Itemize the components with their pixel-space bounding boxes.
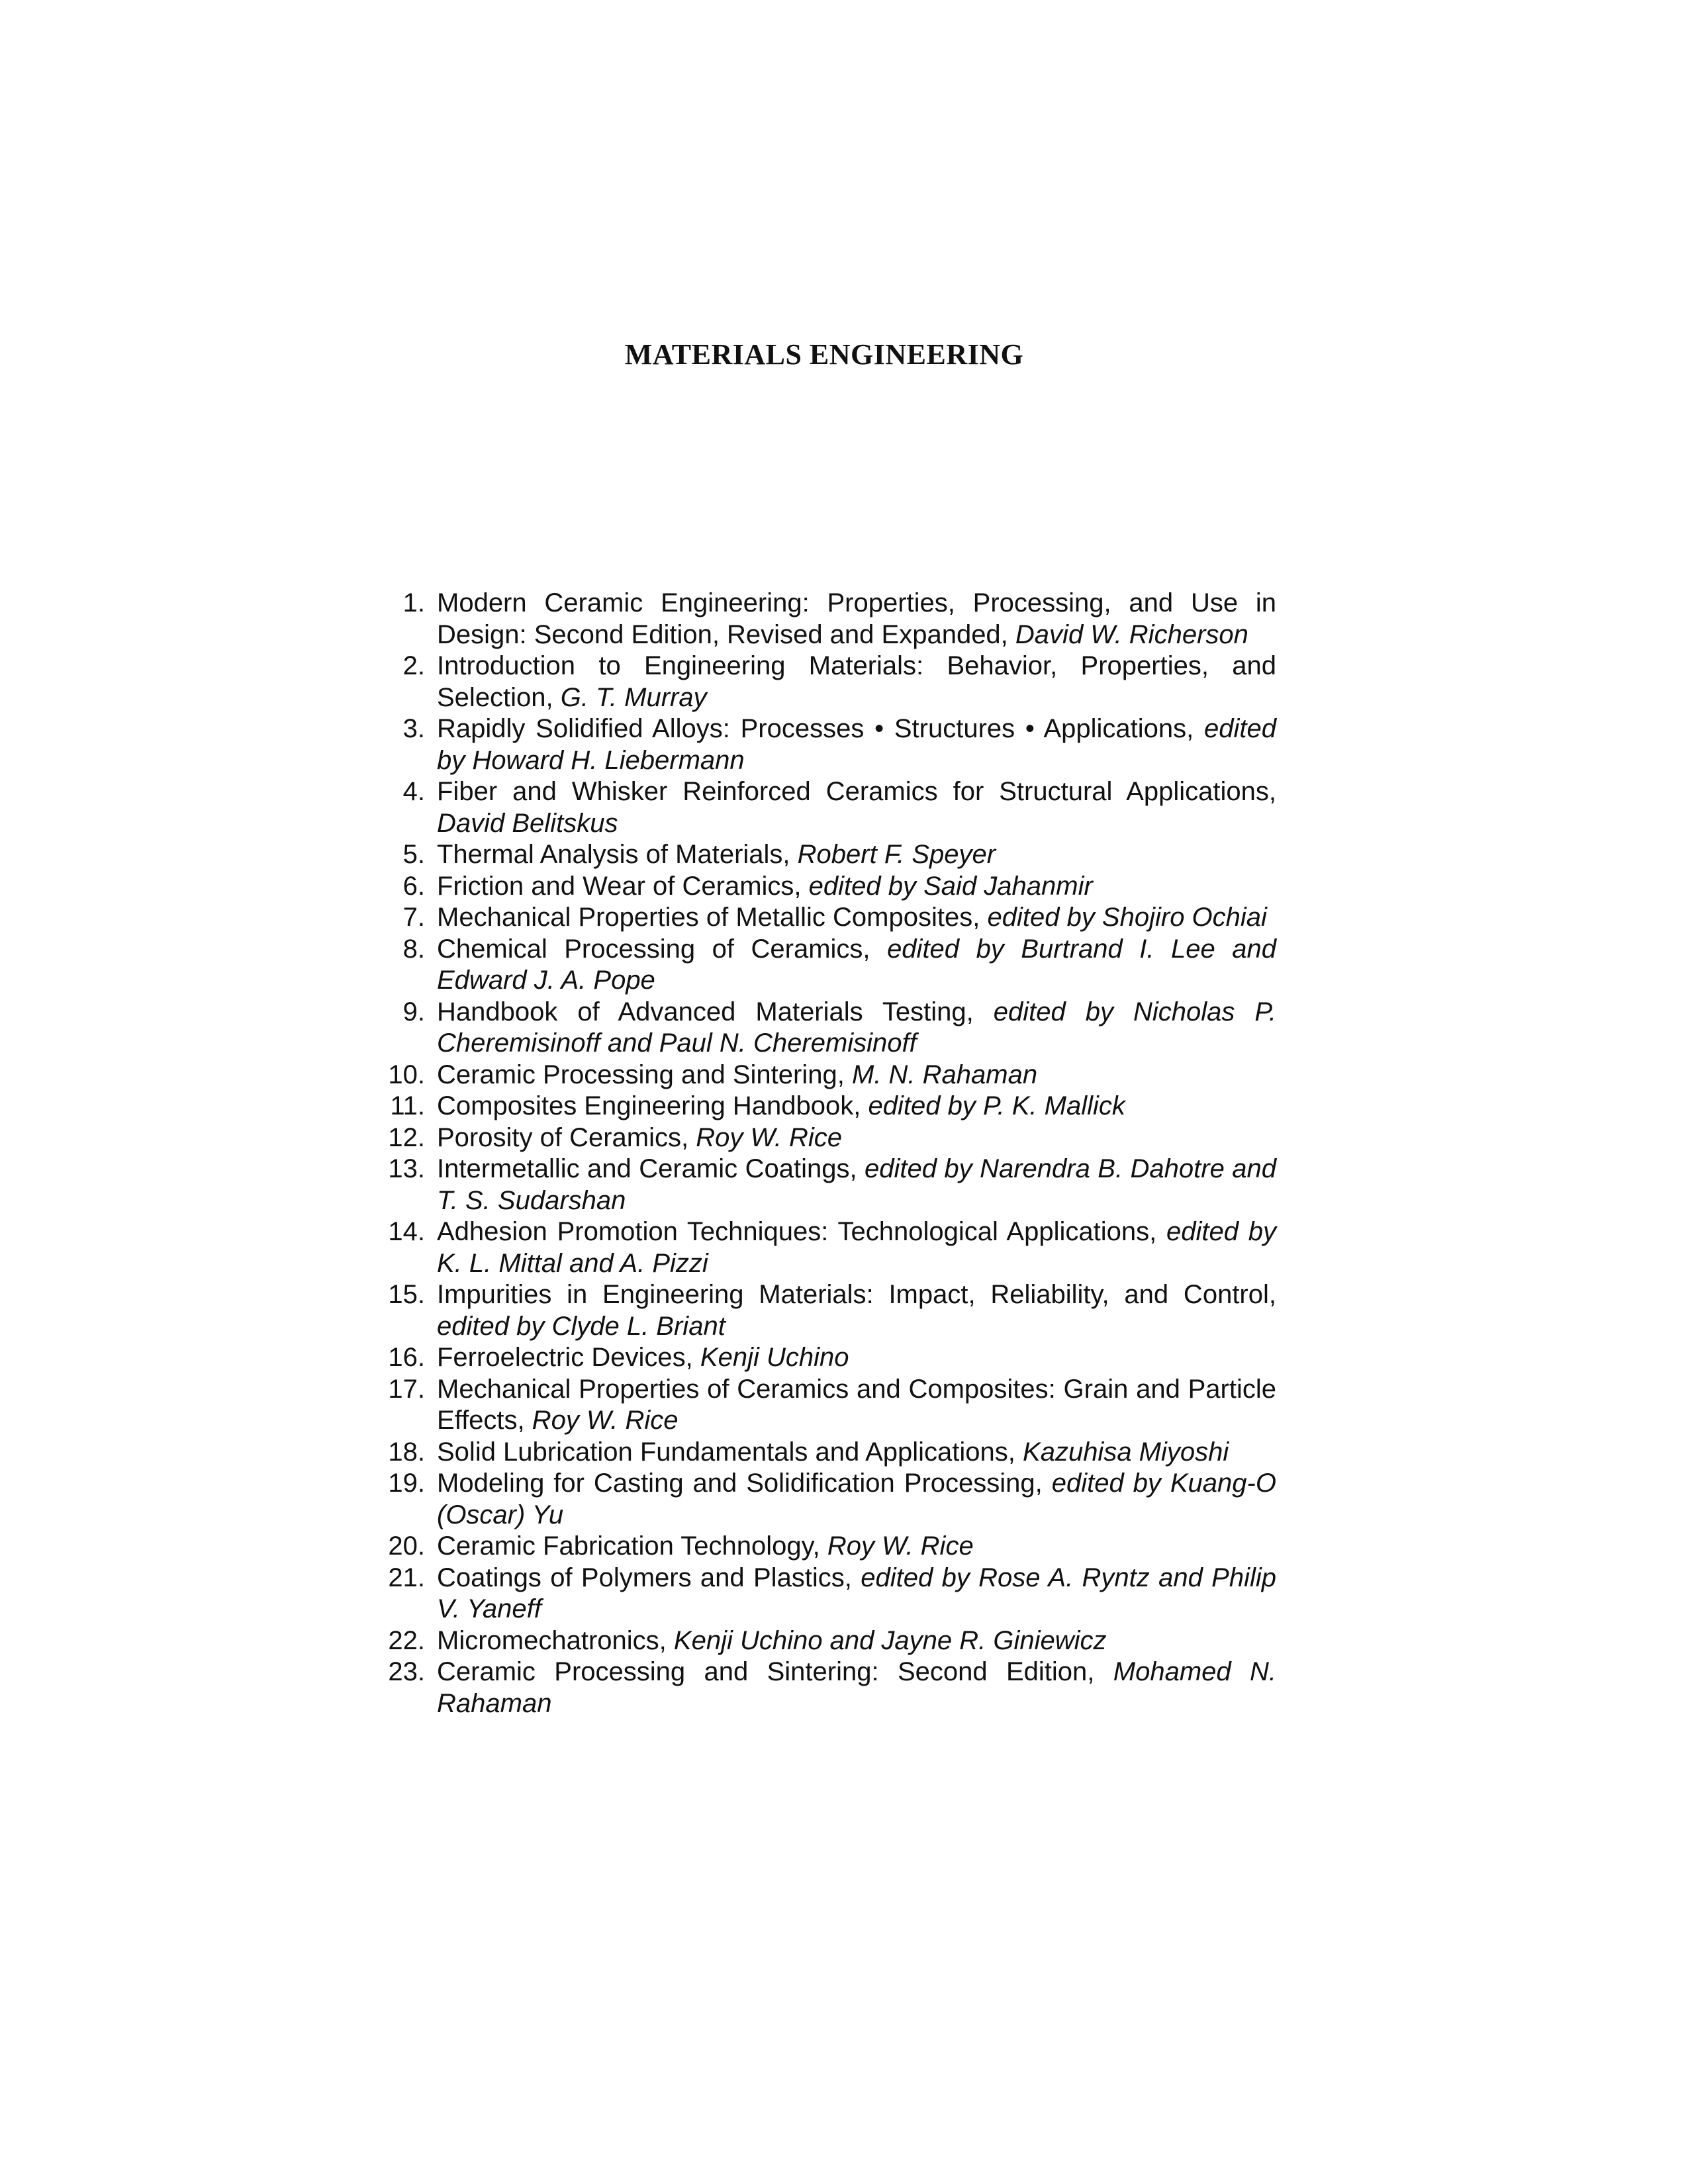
book-title: Thermal Analysis of Materials, [437,840,790,869]
book-list-item [388,1531,1276,1563]
book-title: Ceramic Fabrication Technology, [437,1531,820,1561]
book-number: 10. [388,1060,425,1089]
book-list-item [388,1468,1276,1531]
book-title: Porosity of Ceramics, [437,1122,689,1152]
book-title: Introduction to Engineering Materials: Behavior, Properties, and Selection, [437,651,1276,712]
book-number: 9. [402,997,425,1026]
book-list-item [402,997,1276,1060]
book-author: Kazuhisa Miyoshi [1023,1437,1229,1467]
book-number: 8. [402,934,425,964]
book-list-item [402,776,1276,839]
book-list-item [402,839,1276,871]
book-list-item [402,934,1277,997]
book-number: 5. [402,840,425,869]
book-number: 12. [388,1122,425,1152]
book-list-item [402,651,1276,713]
book-title: Intermetallic and Ceramic Coatings, [437,1154,857,1183]
book-list-item [402,713,1276,776]
book-title: Rapidly Solidified Alloys: Processes • Structures • Applications, [437,714,1194,743]
book-author: edited by Narendra B. Dahotre and T. S. Sudarshan [437,1154,1276,1215]
book-author: edited by Rose A. Ryntz and Philip V. Yaneff [437,1563,1276,1623]
book-number: 18. [388,1437,425,1467]
book-list-item [388,1657,1276,1719]
book-title: Coatings of Polymers and Plastics, [437,1563,852,1592]
book-author: edited by Burtrand I. Lee and Edward J. A. Pope [437,934,1277,995]
book-list-item [388,1122,1276,1154]
book-list-item [388,1342,1276,1374]
book-list-item [390,1091,1276,1122]
book-list-item [402,902,1276,934]
book-author: edited by K. L. Mittal and A. Pizzi [437,1217,1277,1278]
book-author: edited by Kuang-O (Oscar) Yu [437,1469,1276,1529]
book-number: 20. [388,1531,425,1561]
book-author: M. N. Rahaman [851,1060,1038,1089]
book-number: 3. [402,714,425,743]
book-author: David W. Richerson [1015,619,1248,649]
book-number: 13. [388,1154,425,1183]
book-number: 21. [388,1563,425,1592]
book-list-item [388,1279,1276,1342]
book-number: 19. [388,1469,425,1498]
book-list-item [388,1154,1276,1216]
book-title: Mechanical Properties of Ceramics and Composites: Grain and Particle Effects, [437,1374,1276,1435]
book-number: 7. [402,903,425,932]
book-number: 17. [388,1374,425,1404]
book-title: Modern Ceramic Engineering: Properties, Processing, and Use in Design: Second Edition, Revised and Expanded, [437,588,1276,649]
book-title: Fiber and Whisker Reinforced Ceramics for Structural Applications, [437,777,1276,806]
book-author: edited by Nicholas P. Cheremisinoff and Paul N. Cheremisinoff [437,997,1276,1058]
book-author: edited by Said Jahanmir [808,871,1093,901]
book-author: Robert F. Speyer [797,840,996,869]
book-list-item [402,871,1276,903]
book-number: 16. [388,1343,425,1372]
book-number: 6. [402,871,425,901]
book-author: edited by Howard H. Liebermann [437,714,1276,775]
series-title: MATERIALS ENGINEERING [624,338,1024,371]
book-title: Friction and Wear of Ceramics, [437,871,802,901]
book-number: 11. [390,1091,425,1120]
book-title: Impurities in Engineering Materials: Impact, Reliability, and Control, [437,1280,1276,1309]
book-number: 23. [388,1657,425,1686]
book-author: G. T. Murray [560,682,707,712]
book-author: edited by Clyde L. Briant [437,1311,726,1341]
book-author: Roy W. Rice [827,1531,974,1561]
book-author: edited by Shojiro Ochiai [987,903,1267,932]
book-author: Kenji Uchino [700,1343,849,1372]
book-list-item [388,1563,1276,1625]
book-author: Mohamed N. Rahaman [437,1657,1276,1718]
book-number: 4. [402,777,425,806]
book-title: Modeling for Casting and Solidification Processing, [437,1469,1043,1498]
book-list-item [402,588,1276,651]
book-number: 15. [388,1280,425,1309]
book-author: edited by P. K. Mallick [868,1091,1125,1120]
book-title: Mechanical Properties of Metallic Composites, [437,903,980,932]
book-title: Micromechatronics, [437,1625,667,1655]
book-title: Chemical Processing of Ceramics, [437,934,870,964]
book-title: Solid Lubrication Fundamentals and Applications, [437,1437,1015,1467]
book-author: Roy W. Rice [696,1122,842,1152]
book-title: Ferroelectric Devices, [437,1343,693,1372]
book-list-item [388,1625,1276,1657]
book-number: 22. [388,1625,425,1655]
book-author: Roy W. Rice [532,1406,679,1435]
book-list-item [388,1437,1276,1469]
book-list-item [388,1374,1276,1437]
book-list-item [388,1216,1277,1279]
book-list-item [388,1060,1276,1091]
book-title: Handbook of Advanced Materials Testing, [437,997,974,1026]
book-list [388,588,1277,1719]
book-title: Composites Engineering Handbook, [437,1091,861,1120]
book-number: 2. [402,651,425,680]
book-number: 14. [388,1217,425,1246]
book-title: Adhesion Promotion Techniques: Technological Applications, [437,1217,1157,1246]
book-number: 1. [402,588,425,617]
book-title: Ceramic Processing and Sintering: Second Edition, [437,1657,1095,1686]
book-author: Kenji Uchino and Jayne R. Giniewicz [673,1625,1107,1655]
book-title: Ceramic Processing and Sintering, [437,1060,845,1089]
book-author: David Belitskus [437,808,618,838]
